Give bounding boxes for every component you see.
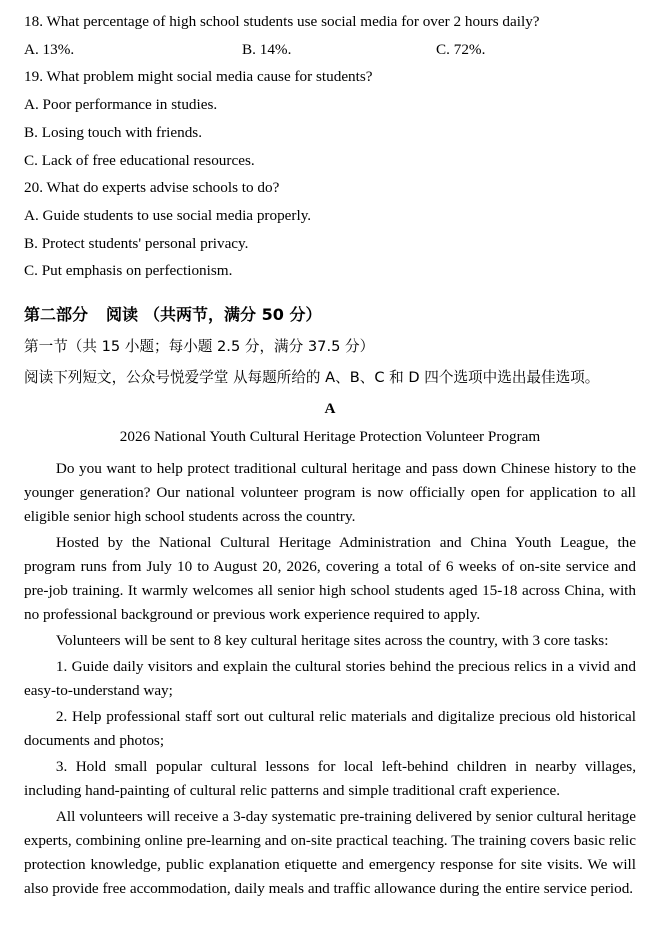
- section-title-reading: 阅读: [106, 304, 139, 324]
- passage-letter: A: [324, 399, 336, 417]
- passage-task-1: 1. Guide daily visitors and explain the cultural stories behind the precious relics in a vivid and easy-to-understand way;: [24, 657, 636, 699]
- question-19-stem: 19. What problem might social media cause for students?: [24, 68, 373, 86]
- option-18-c[interactable]: C. 72%.: [436, 40, 486, 58]
- question-18-options: [24, 42, 636, 57]
- reading-instruction: [24, 366, 636, 387]
- section-title-scope: （共两节，满分 50 分）: [144, 304, 322, 324]
- option-19-c[interactable]: C. Lack of free educational resources.: [24, 151, 255, 169]
- subsection-text: 第一节（共 15 小题；每小题 2.5 分，满分 37.5 分）: [24, 337, 375, 355]
- option-20-b[interactable]: B. Protect students' personal privacy.: [24, 234, 249, 252]
- section-title-cn: 第二部分: [24, 304, 89, 324]
- option-18-a[interactable]: A. 13%.: [24, 40, 75, 58]
- section-heading: [24, 302, 636, 325]
- option-20-c[interactable]: C. Put emphasis on perfectionism.: [24, 262, 233, 280]
- option-19-a[interactable]: A. Poor performance in studies.: [24, 96, 218, 114]
- passage-task-2: 2. Help professional staff sort out cultural relic materials and digitalize precious old historical documents and photos;: [24, 707, 636, 749]
- passage-paragraph-3: Volunteers will be sent to 8 key cultural heritage sites across the country, with 3 core tasks:: [55, 631, 609, 649]
- passage-title: 2026 National Youth Cultural Heritage Protection Volunteer Program: [119, 427, 541, 445]
- passage-paragraph-1: Do you want to help protect traditional cultural heritage and pass down Chinese history to the younger generation? Our national volunteer program is now officially open for application to all eligible senior high school students across the country.: [24, 459, 636, 525]
- question-18-stem: 18. What percentage of high school students use social media for over 2 hours daily?: [24, 13, 540, 30]
- passage-paragraph-2: Hosted by the National Cultural Heritage Administration and China Youth League, the program runs from July 10 to August 20, 2026, covering a total of 6 weeks of on-site service and pre-job training. It warmly welcomes all senior high school students aged 15-18 across China, with no professional background or previous work experience required to apply.: [24, 533, 636, 623]
- subsection-heading: [24, 335, 636, 356]
- option-20-a[interactable]: A. Guide students to use social media properly.: [24, 206, 312, 224]
- option-18-b[interactable]: B. 14%.: [242, 40, 292, 58]
- question-20-stem: 20. What do experts advise schools to do?: [24, 179, 280, 197]
- option-19-b[interactable]: B. Losing touch with friends.: [24, 123, 203, 141]
- passage-task-3: 3. Hold small popular cultural lessons for local left-behind children in nearby villages, including hand-painting of cultural relic patterns and simple traditional craft experience.: [24, 757, 636, 799]
- reading-instruction-text: 阅读下列短文，公众号悦爱学堂 从每题所给的 A、B、C 和 D 四个选项中选出最佳选项。: [24, 368, 600, 386]
- passage-paragraph-4: All volunteers will receive a 3-day systematic pre-training delivered by senior cultural heritage experts, combining online pre-learning and on-site practical teaching. The training covers basic relic protection knowledge, public explanation etiquette and emergency response for site visits. We will also provide free accommodation, daily meals and traffic allowance during the entire service period.: [24, 807, 636, 897]
